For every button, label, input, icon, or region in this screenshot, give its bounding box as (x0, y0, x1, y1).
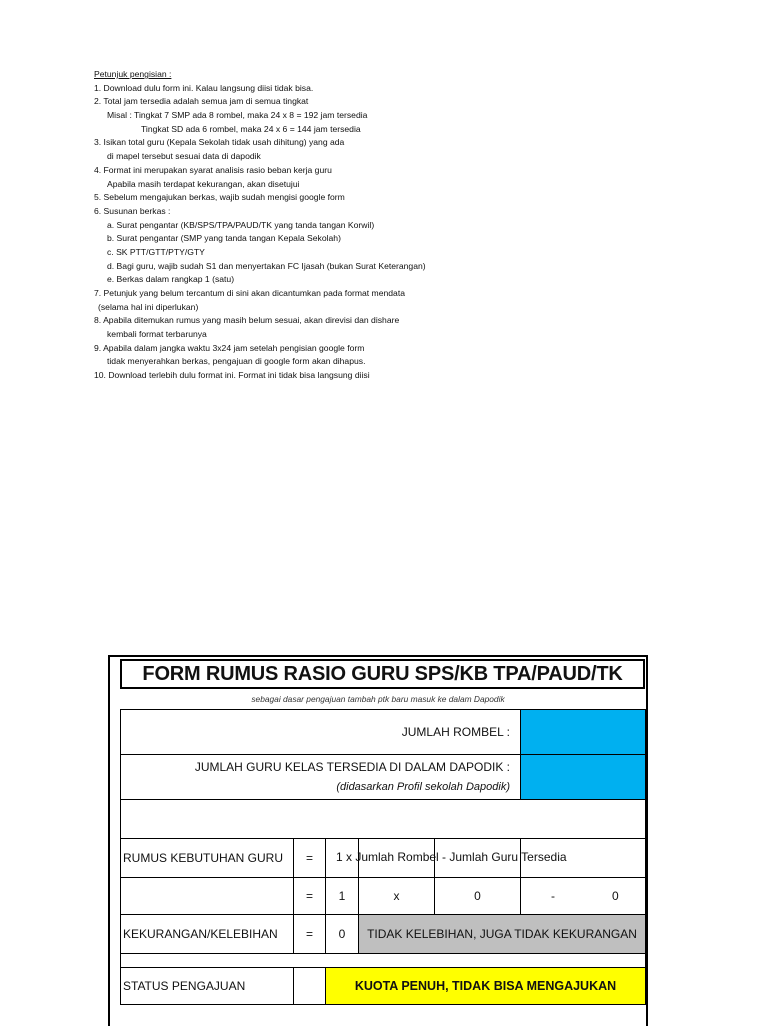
instruction-line: e. Berkas dalam rangkap 1 (satu) (107, 274, 235, 285)
form-subtitle: sebagai dasar pengajuan tambah ptk baru masuk ke dalam Dapodik (251, 694, 505, 704)
calc-eq (293, 877, 326, 915)
jumlah-guru-label-cell (120, 754, 521, 800)
kekurangan-label (120, 914, 294, 954)
instruction-line: Misal : Tingkat 7 SMP ada 8 rombel, maka 24 x 8 = 192 jam tersedia (107, 110, 368, 121)
rumus-eq (293, 838, 326, 878)
calc-a-value: 1 (338, 889, 346, 903)
rumus-label-text: RUMUS KEBUTUHAN GURU (123, 851, 284, 865)
status-label (120, 967, 294, 1005)
calc-op2-value: - (551, 889, 555, 903)
jumlah-guru-note: (didasarkan Profil sekolah Dapodik) (336, 781, 510, 793)
calc-b (434, 877, 521, 915)
instruction-line: 9. Apabila dalam jangka waktu 3x24 jam setelah pengisian google form (94, 342, 365, 353)
calc-right (520, 877, 646, 915)
instruction-line: 1. Download dulu form ini. Kalau langsung diisi tidak bisa. (94, 82, 314, 93)
instruction-line: 8. Apabila ditemukan rumus yang masih belum sesuai, akan direvisi dan dishare (94, 315, 400, 326)
instruction-line: Tingkat SD ada 6 rombel, maka 24 x 6 = 144 jam tersedia (141, 123, 361, 134)
kekurangan-label-text: KEKURANGAN/KELEBIHAN (123, 927, 278, 941)
instruction-line: 6. Susunan berkas : (94, 205, 171, 216)
jumlah-guru-input[interactable] (520, 754, 646, 800)
instruction-line: b. Surat pengantar (SMP yang tanda tangan Kepala Sekolah) (107, 233, 341, 244)
calc-b-value: 0 (474, 889, 481, 903)
calc-a (325, 877, 359, 915)
instruction-line: kembali format terbarunya (107, 329, 207, 340)
instruction-line: 10. Download terlebih dulu format ini. Format ini tidak bisa langsung diisi (94, 370, 370, 381)
instruction-line: Apabila masih terdapat kekurangan, akan disetujui (107, 178, 300, 189)
kekurangan-status-text: TIDAK KELEBIHAN, JUGA TIDAK KEKURANGAN (367, 927, 637, 941)
kekurangan-eq (293, 914, 326, 954)
form-title: FORM RUMUS RASIO GURU SPS/KB TPA/PAUD/TK (120, 659, 645, 689)
eq-sign: = (305, 851, 313, 865)
instruction-line: di mapel tersebut sesuai data di dapodik (107, 151, 261, 162)
kekurangan-status (358, 914, 646, 954)
status-spacer (120, 953, 646, 967)
instruction-line: 7. Petunjuk yang belum tercantum di sini akan dicantumkan pada format mendata (94, 288, 405, 298)
rumus-formula: 1 x Jumlah Rombel - Jumlah Guru Tersedia (336, 850, 567, 864)
instruction-line: 4. Format ini merupakan syarat analisis rasio beban kerja guru (94, 164, 332, 175)
instruction-line: c. SK PTT/GTT/PTY/GTY (107, 246, 205, 257)
calc-op1 (358, 877, 435, 915)
instructions-block (94, 68, 426, 383)
instruction-line: tidak menyerahkan berkas, pengajuan di google form akan dihapus. (107, 356, 366, 367)
instruction-line: 5. Sebelum mengajukan berkas, wajib sudah mengisi google form (94, 192, 345, 203)
instruction-line: (selama hal ini diperlukan) (98, 301, 199, 312)
instruction-line: 2. Total jam tersedia adalah semua jam di semua tingkat (94, 96, 309, 107)
jumlah-rombel-label (120, 709, 521, 755)
instructions-title: Petunjuk pengisian : (94, 69, 172, 79)
spacer-row (120, 799, 646, 839)
status-value (325, 967, 646, 1005)
instruction-line: 3. Isikan total guru (Kepala Sekolah tidak usah dihitung) yang ada (94, 137, 345, 148)
status-value-text: KUOTA PENUH, TIDAK BISA MENGAJUKAN (354, 979, 617, 993)
eq-sign: = (305, 927, 313, 941)
jumlah-rombel-input[interactable] (520, 709, 646, 755)
calc-label-cell (120, 877, 294, 915)
instruction-line: d. Bagi guru, wajib sudah S1 dan menyertakan FC Ijasah (bukan Surat Keterangan) (107, 260, 426, 271)
status-label-text: STATUS PENGAJUAN (123, 979, 246, 993)
calc-c-value: 0 (612, 889, 619, 903)
kekurangan-value-text: 0 (338, 927, 346, 941)
kekurangan-value (325, 914, 359, 954)
rumus-label (120, 838, 294, 878)
ratio-form (108, 655, 648, 1026)
eq-sign: = (305, 889, 313, 903)
status-eq-cell (293, 967, 326, 1005)
jumlah-guru-label: JUMLAH GURU KELAS TERSEDIA DI DALAM DAPODIK : (194, 760, 510, 774)
instruction-line: a. Surat pengantar (KB/SPS/TPA/PAUD/TK yang tanda tangan Korwil) (107, 219, 375, 230)
calc-op1-value: x (393, 889, 400, 903)
jumlah-rombel-text: JUMLAH ROMBEL : (401, 725, 510, 739)
